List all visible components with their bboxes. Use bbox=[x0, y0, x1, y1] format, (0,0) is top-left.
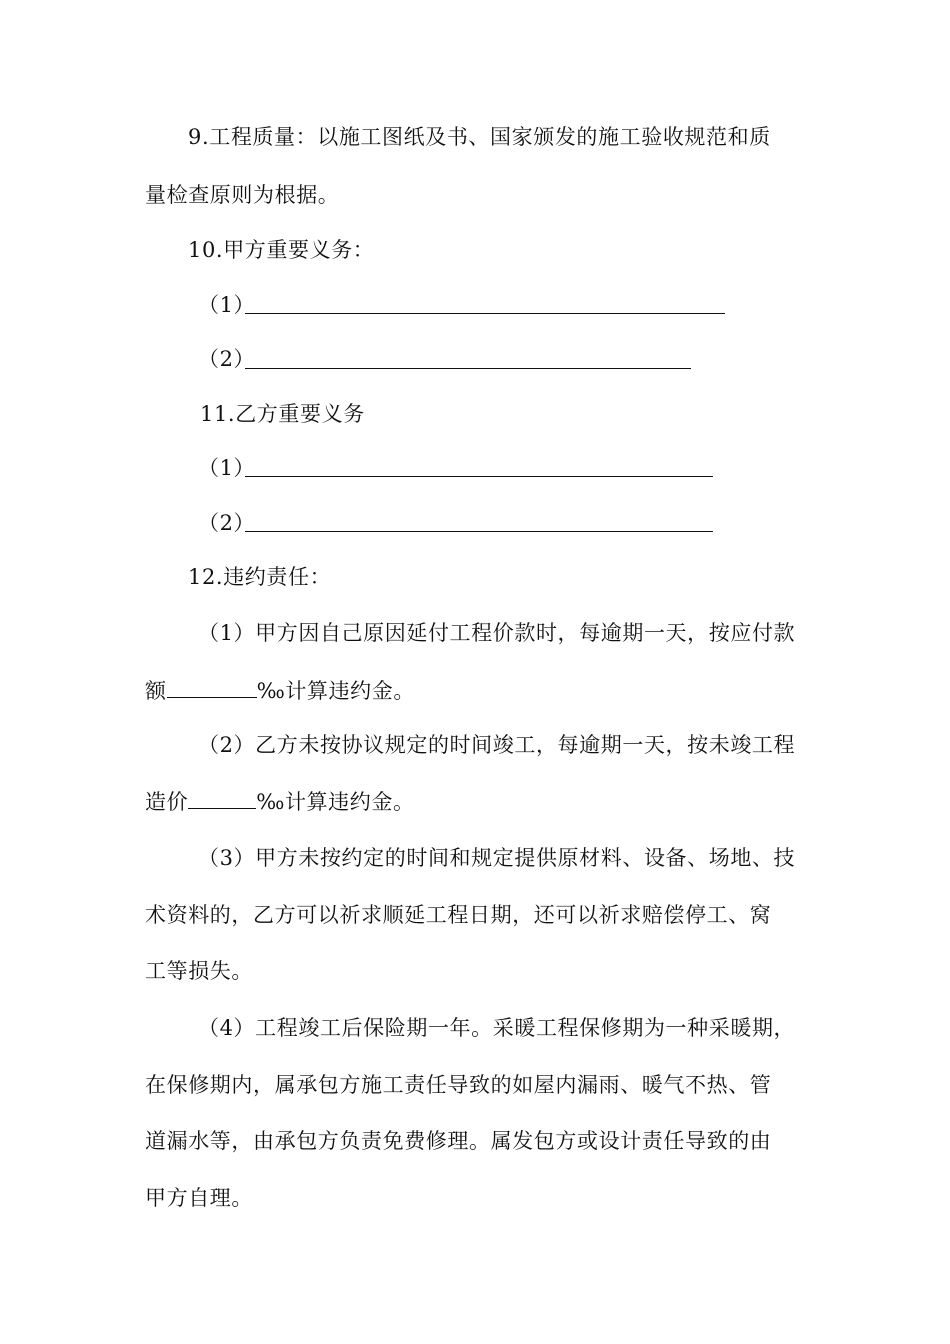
clause9-line1: 9.工程质量：以施工图纸及书、国家颁发的施工验收规范和质 bbox=[188, 125, 771, 149]
clause11-item1-label: （1） bbox=[198, 456, 256, 480]
clause11-heading: 11.乙方重要义务 bbox=[200, 402, 365, 426]
clause10-item2-label: （2） bbox=[198, 347, 256, 371]
clause12-p4-line3: 道漏水等，由承包方负责免费修理。属发包方或设计责任导致的由 bbox=[145, 1129, 772, 1153]
clause12-p1-line1: （1）甲方因自己原因延付工程价款时，每逾期一天，按应付款 bbox=[198, 621, 796, 645]
clause12-p3-line1: （3）甲方未按约定的时间和规定提供原材料、设备、场地、技 bbox=[198, 846, 796, 870]
clause12-p4-line1: （4）工程竣工后保险期一年。采暖工程保修期为一种采暖期， bbox=[198, 1016, 796, 1040]
clause12-p2-rate-blank bbox=[188, 788, 256, 809]
clause9-line2: 量检查原则为根据。 bbox=[145, 183, 340, 207]
clause11-item1-blank bbox=[245, 476, 713, 477]
clause10-heading: 10.甲方重要义务： bbox=[188, 238, 375, 262]
clause12-p1-rate-blank bbox=[167, 677, 257, 698]
clause11-item2-label: （2） bbox=[198, 511, 256, 535]
clause12-p3-line2: 术资料的，乙方可以祈求顺延工程日期，还可以祈求赔偿停工、窝 bbox=[145, 903, 772, 927]
clause12-p2-prefix: 造价 bbox=[145, 790, 189, 814]
clause10-item1-blank bbox=[245, 313, 725, 314]
clause12-p4-line4: 甲方自理。 bbox=[145, 1186, 253, 1210]
clause12-p1-line2 bbox=[145, 676, 415, 706]
clause12-p1-prefix: 额 bbox=[145, 679, 167, 703]
clause11-item2-blank bbox=[245, 531, 713, 532]
clause10-item2-blank bbox=[245, 368, 691, 369]
clause10-item1-label: （1） bbox=[198, 293, 256, 317]
clause12-p2-line1: （2）乙方未按协议规定的时间竣工，每逾期一天，按未竣工程 bbox=[198, 733, 796, 757]
clause12-heading: 12.违约责任： bbox=[188, 565, 332, 589]
clause12-p1-suffix: ‰计算违约金。 bbox=[256, 679, 415, 703]
clause12-p3-line3: 工等损失。 bbox=[145, 959, 253, 983]
clause12-p4-line2: 在保修期内，属承包方施工责任导致的如屋内漏雨、暖气不热、管 bbox=[145, 1073, 772, 1097]
clause12-p2-line2 bbox=[145, 787, 415, 817]
clause12-p2-suffix: ‰计算违约金。 bbox=[256, 790, 415, 814]
